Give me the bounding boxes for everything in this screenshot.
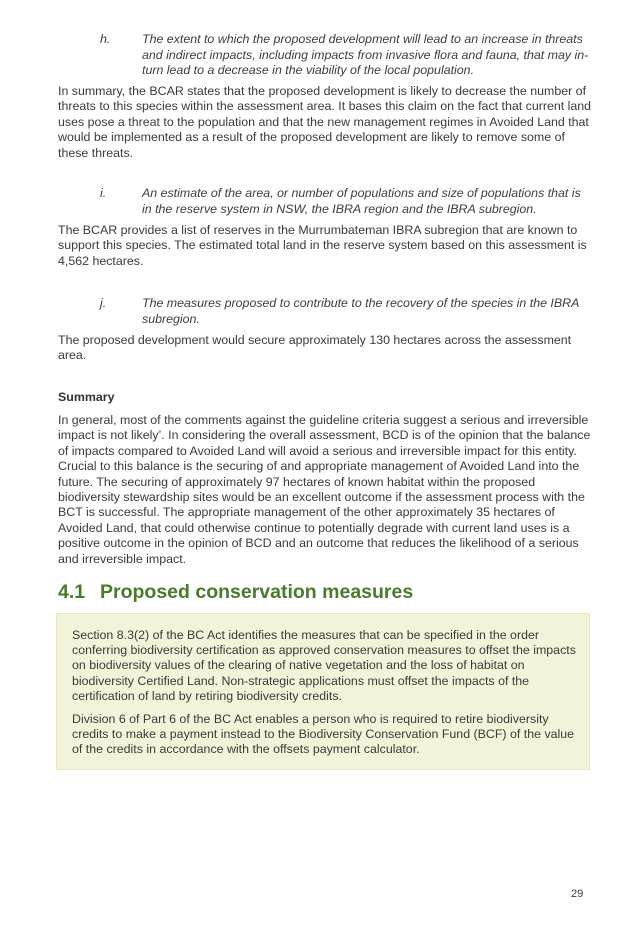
criterion-h (100, 32, 590, 79)
callout-paragraph-2: Division 6 of Part 6 of the BC Act enables a person who is required to retire biodiversity credits to make a payment instead to the Biodiversity Conservation Fund (BCF) of the value of the credits in accordance with the offsets payment calculator. (72, 712, 575, 757)
criterion-text: The measures proposed to contribute to the recovery of the species in the IBRA subregion. (142, 296, 579, 326)
criterion-letter: j. (100, 296, 107, 310)
criterion-letter: h. (100, 32, 111, 46)
summary-paragraph: In general, most of the comments against the guideline criteria suggest a serious and irreversible impact is not likely’. In considering the overall assessment, BCD is of the opinion that the balance of impacts compared to Avoided Land will avoid a serious and irreversible impact for this entity. Crucial to this balance is the securing of and appropriate management of Avoided Land into the future. The securing of approximately 97 hectares of known habitat within the proposed biodiversity stewardship sites would be an excellent outcome if the assessment process with the BCT is successful. The appropriate management of the other approximately 35 hectares of Avoided Land, that could otherwise continue to potentially degrade with current land uses is a positive outcome in the opinion of BCD and an outcome that reduces the likelihood of a serious and irreversible impact. (58, 413, 591, 566)
section-heading (58, 581, 413, 604)
criterion-text: An estimate of the area, or number of populations and size of populations that is in the reserve system in NSW, the IBRA region and the IBRA subregion. (142, 186, 581, 216)
section-number: 4.1 (58, 581, 86, 603)
criterion-j (100, 296, 590, 327)
criterion-i (100, 186, 590, 217)
summary-heading: Summary (58, 390, 115, 404)
callout-paragraph-1: Section 8.3(2) of the BC Act identifies the measures that can be specified in the order conferring biodiversity certification as approved conservation measures to offset the impacts on biodiversity values of the clearing of native vegetation and the loss of habitat on biodiversity Certified Land. Non-strategic applications must offset the impacts of the certification of land by retiring biodiversity credits. (72, 628, 576, 703)
reserves-paragraph: The BCAR provides a list of reserves in the Murrumbateman IBRA subregion that are known to support this species. The estimated total land in the reserve system based on this assessment is 4,562 hectares. (58, 223, 587, 268)
callout-box (56, 613, 590, 770)
page-number: 29 (571, 888, 584, 900)
criterion-letter: i. (100, 186, 107, 200)
secured-area-paragraph: The proposed development would secure approximately 130 hectares across the assessment area. (58, 333, 572, 363)
criterion-text: The extent to which the proposed development will lead to an increase in threats and indirect impacts, including impacts from invasive flora and fauna, that may in-turn lead to a decrease in the viability of the local population. (142, 32, 589, 77)
section-title: Proposed conservation measures (100, 581, 414, 603)
summary-paragraph-threats: In summary, the BCAR states that the proposed development is likely to decrease the number of threats to this species within the assessment area. It bases this claim on the fact that current land uses pose a threat to the population and that the new management regimes in Avoided Land that would be implemented as a result of the proposed development are likely to remove some of these threats. (58, 84, 592, 160)
